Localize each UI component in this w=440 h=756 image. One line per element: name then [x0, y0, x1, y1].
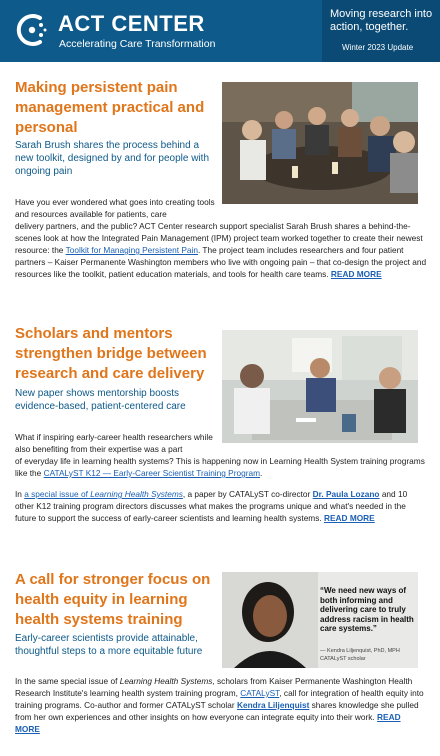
punctuation: . — [260, 468, 263, 478]
brand-title: ACT CENTER — [58, 11, 205, 36]
body-text-rest: and 10 other K12 training program directors discusses what makes the programs unique and what's needed in the future to support the success of early-career scientists and learning health systems. — [15, 489, 408, 523]
body-text-mid: , a paper by CATALyST co-director — [182, 489, 311, 499]
scholar-quote-image — [222, 572, 418, 668]
article-title[interactable]: A call for stronger focus on health equity in learning health systems training — [15, 571, 211, 628]
article-body-intro — [15, 196, 220, 220]
article-subtitle: Early-career scientists provide attainable, thoughtful steps to a more equitable future — [15, 633, 203, 657]
newsletter-header — [0, 0, 440, 62]
journal-name: Learning Health Systems — [119, 676, 213, 686]
article-title[interactable]: Scholars and mentors strengthen bridge between research and care delivery — [15, 325, 207, 382]
quote-attribution: — Kendra Liljenquist, PhD, MPH — [320, 648, 400, 654]
mentorship-photo — [222, 330, 418, 443]
read-more-link[interactable]: READ MORE — [15, 712, 401, 734]
body-text-end: shares knowledge she pulled from her own experiences and other insights on how everyone can integrate equity into their work. — [15, 700, 419, 722]
kendra-liljenquist-link[interactable]: Kendra Liljenquist — [236, 700, 310, 710]
article-body-intro — [15, 431, 220, 455]
article-body-main — [15, 675, 427, 735]
article-body-main — [15, 455, 427, 479]
edition-label: Winter 2023 Update — [342, 43, 414, 52]
team-meeting-photo — [222, 82, 418, 204]
header-tagline-panel — [322, 0, 440, 62]
tagline: Moving research into action, together. — [330, 8, 433, 33]
paula-lozano-link[interactable]: Dr. Paula Lozano — [312, 489, 380, 499]
intro-text: delivery partners, and the public? ACT Center research support specialist Sarah Brush shares a behind-the-scenes look at how the Integrated Pain Management (IPM) project team worked together to create their newest resource: the — [15, 221, 423, 255]
body-text-pre: In — [15, 489, 22, 499]
article-subtitle: New paper shows mentorship boosts evidence-based, patient-centered care — [15, 388, 186, 412]
special-issue-link[interactable] — [24, 489, 183, 499]
article-subtitle: Sarah Brush shares the process behind a new toolkit, designed by and for people with ongoing pain — [15, 140, 210, 177]
body-text-rest: , call for integration of health equity into training programs. Co-author and former CATALyST scholar — [15, 688, 424, 710]
article-body-main — [15, 220, 427, 280]
body-text: . The project team includes researchers and four patient partners – Kaiser Permanente Washington members who live with ongoing pain – that co-design the project and resources like the toolkit, patient education materials, and tools for health care teams. — [15, 245, 427, 279]
catalyst-link[interactable]: CATALyST — [240, 688, 280, 698]
intro-text-top: What if inspiring early-career health researchers while also benefiting from their expertise was a part — [15, 432, 213, 454]
body-text-mid: , scholars from Kaiser Permanente Washington Health Research Institute's learning health system training program, — [15, 676, 413, 698]
scholar-quote: “We need new ways of both informing and delivering care to truly address racism in health care systems.” — [320, 586, 414, 633]
toolkit-link[interactable]: Toolkit for Managing Persistent Pain — [65, 245, 198, 255]
brand-subtitle: Accelerating Care Transformation — [59, 38, 216, 50]
catalyst-k12-link[interactable]: CATALyST K12 — Early-Career Scientist Training Program — [43, 468, 261, 478]
intro-text: of everyday life in learning health systems? This is happening now in Learning Health System training programs like the — [15, 456, 425, 478]
article-title[interactable]: Making persistent pain management practical and personal — [15, 79, 205, 136]
intro-text-top: Have you ever wondered what goes into creating tools and resources available for patients, care — [15, 197, 215, 219]
quote-role: CATALyST scholar — [320, 656, 366, 662]
body-text-pre: In the same special issue of — [15, 676, 118, 686]
read-more-link[interactable]: READ MORE — [324, 513, 375, 523]
act-center-logo-icon — [14, 12, 50, 48]
article-body-second — [15, 488, 427, 524]
special-issue-link-text: a special issue of Learning Health Systems — [24, 489, 183, 499]
read-more-link[interactable]: READ MORE — [330, 269, 382, 279]
